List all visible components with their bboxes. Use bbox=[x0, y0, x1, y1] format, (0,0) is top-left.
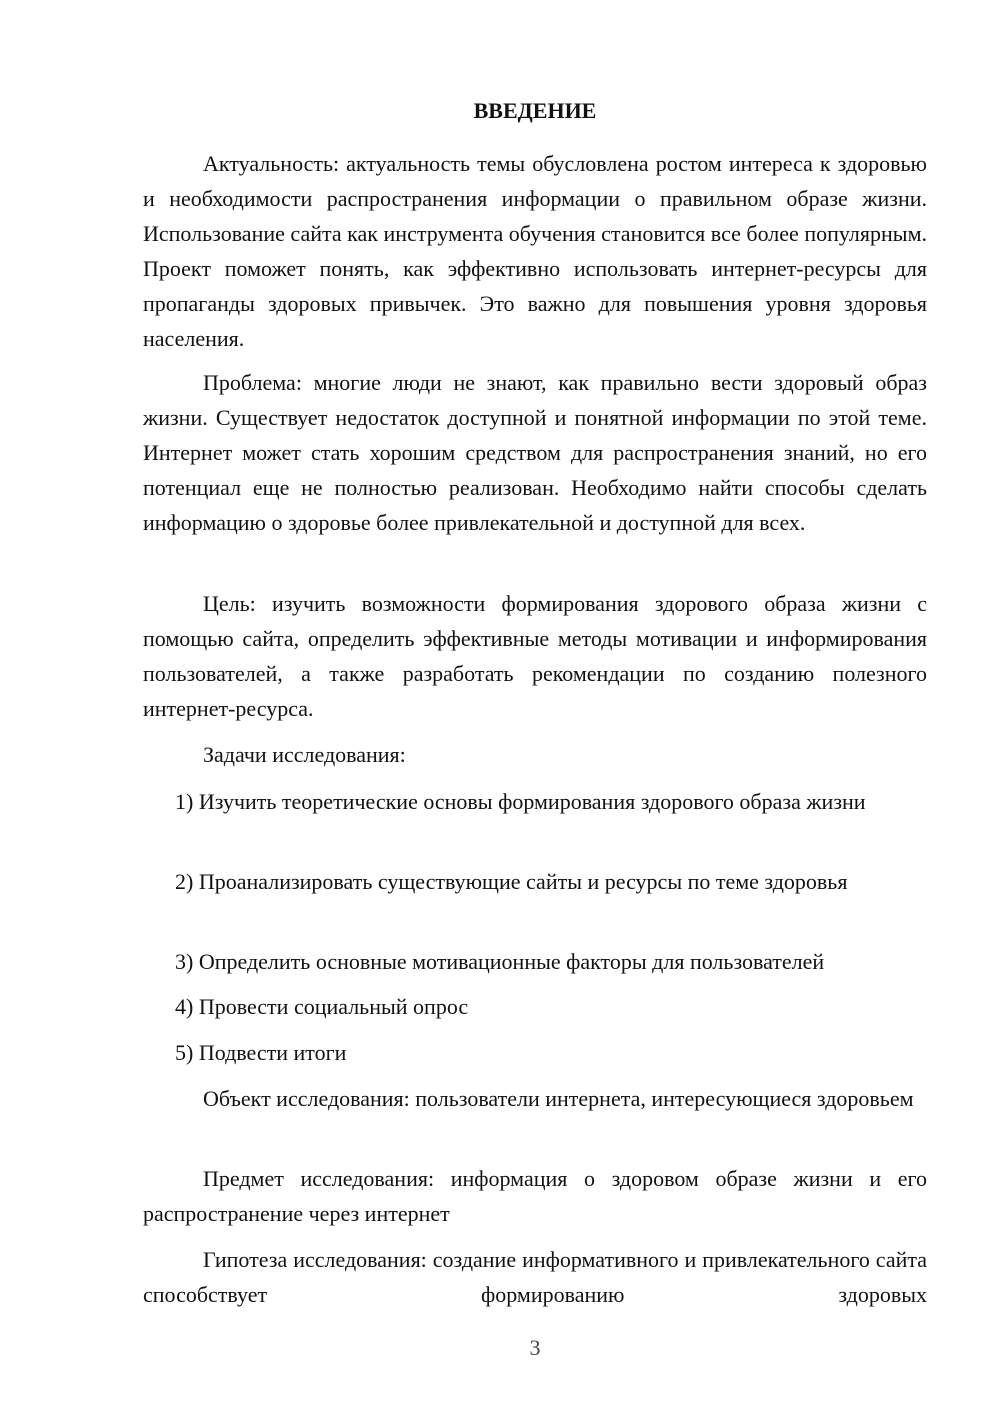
task-item-2: 2) Проанализировать существующие сайты и ресурсы по теме здоровья bbox=[175, 869, 848, 894]
task-item-4: 4) Провести социальный опрос bbox=[175, 994, 469, 1019]
paragraph-relevance: Актуальность: актуальность темы обусловлена ростом интереса к здоровью и необходимости распространения информации о правильном образе жизни. Использование сайта как инструмента обучения становится все более популярным. Проект поможет понять, как эффективно использовать интернет-ресурсы для пропаганды здоровых привычек. Это важно для повышения уровня здоровья населения. bbox=[143, 151, 927, 351]
page-number: 3 bbox=[529, 1335, 541, 1360]
paragraph-subject: Предмет исследования: информация о здоровом образе жизни и его распространение через интернет bbox=[143, 1166, 927, 1226]
paragraph-hypothesis: Гипотеза исследования: создание информативного и привлекательного сайта способствует формированию здоровых bbox=[143, 1247, 927, 1307]
page-title: ВВЕДЕНИЕ bbox=[473, 98, 597, 123]
task-item-1: 1) Изучить теоретические основы формирования здорового образа жизни bbox=[175, 789, 866, 814]
task-item-3: 3) Определить основные мотивационные факторы для пользователей bbox=[175, 949, 825, 974]
paragraph-problem: Проблема: многие люди не знают, как правильно вести здоровый образ жизни. Существует недостаток доступной и понятной информации по этой теме. Интернет может стать хорошим средством для распространения знаний, но его потенциал еще не полностью реализован. Необходимо найти способы сделать информацию о здоровье более привлекательной и доступной для всех. bbox=[143, 370, 927, 535]
paragraph-object: Объект исследования: пользователи интернета, интересующиеся здоровьем bbox=[203, 1086, 914, 1111]
tasks-title: Задачи исследования: bbox=[203, 742, 406, 767]
task-item-5: 5) Подвести итоги bbox=[175, 1040, 347, 1065]
paragraph-goal: Цель: изучить возможности формирования здорового образа жизни с помощью сайта, определить эффективные методы мотивации и информирования пользователей, а также разработать рекомендации по созданию полезного интернет-ресурса. bbox=[143, 591, 927, 721]
